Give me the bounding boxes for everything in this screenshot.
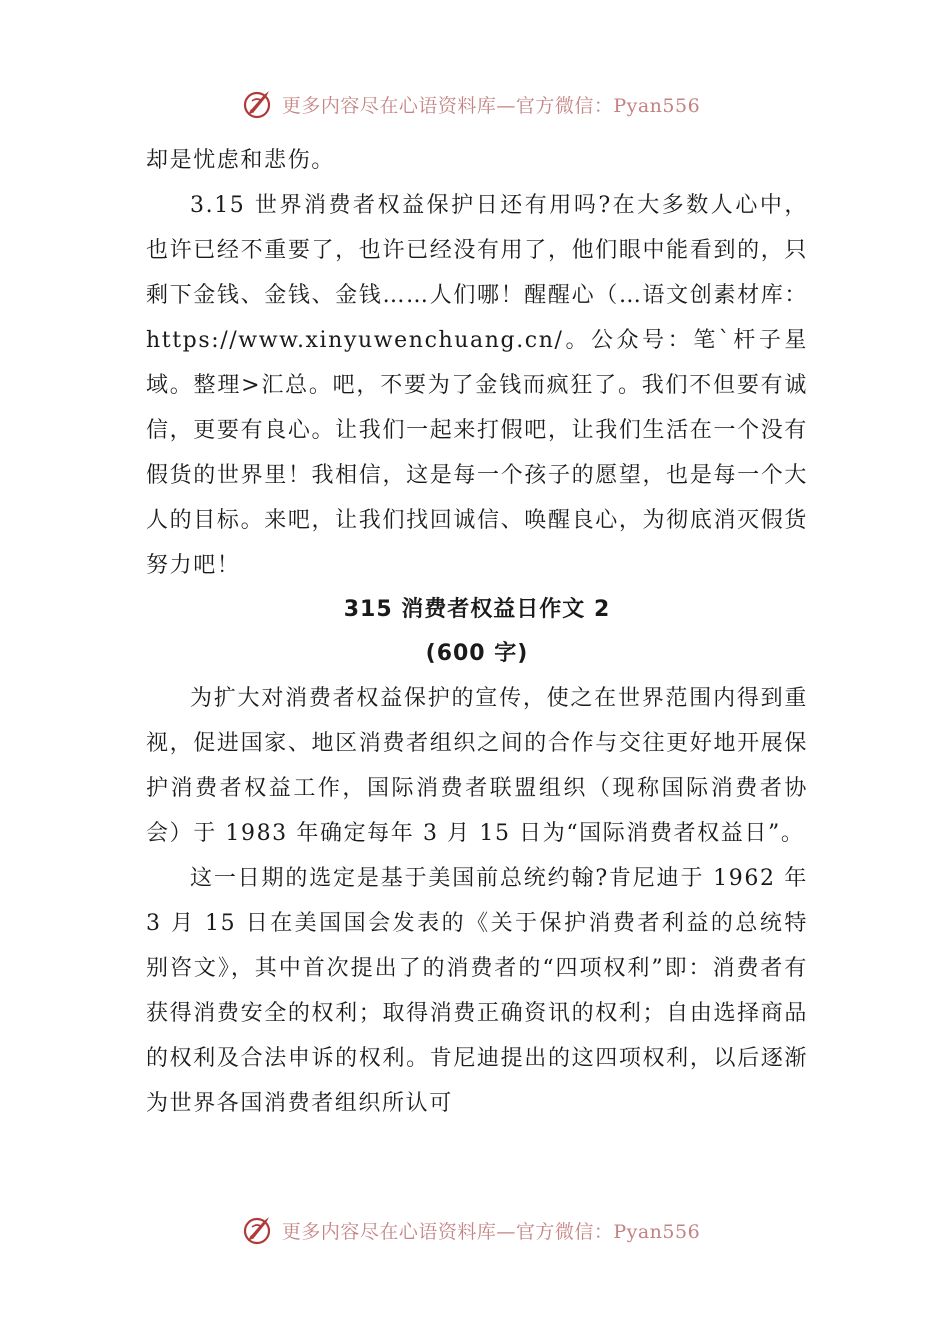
essay-title: 315 消费者权益日作文 2 (343, 597, 611, 622)
header-banner (0, 86, 950, 122)
essay-subtitle: (600 字) (425, 641, 529, 666)
document-body (146, 138, 808, 1126)
header-banner-text: 更多内容尽在心语资料库—官方微信：Pyan556 (281, 94, 701, 117)
footer-banner-text: 更多内容尽在心语资料库—官方微信：Pyan556 (281, 1220, 701, 1243)
pen-logo-icon (242, 1213, 276, 1247)
paragraph-1: 却是忧虑和悲伤。 (146, 148, 335, 173)
footer-banner (0, 1212, 950, 1248)
paragraph-3: 为扩大对消费者权益保护的宣传，使之在世界范围内得到重视，促进国家、地区消费者组织之间的合作与交往更好地开展保护消费者权益工作，国际消费者联盟组织（现称国际消费者协会）于 1983 年确定每年 3 月 15 日为“国际消费者权益日”。 (146, 686, 808, 846)
paragraph-4: 这一日期的选定是基于美国前总统约翰?肯尼迪于 1962 年 3 月 15 日在美国国会发表的《关于保护消费者利益的总统特别咨文》，其中首次提出了的消费者的“四项权利”即：消费者有获得消费安全的权利；取得消费正确资讯的权利；自由选择商品的权利及合法申诉的权利。肯尼迪提出的这四项权利，以后逐渐为世界各国消费者组织所认可 (146, 866, 808, 1116)
paragraph-2: 3.15 世界消费者权益保护日还有用吗?在大多数人心中，也许已经不重要了，也许已经没有用了，他们眼中能看到的，只剩下金钱、金钱、金钱……人们哪！醒醒心（…语文创素材库：https://www.xinyuwenchuang.cn/。公众号：笔`杆子星域。整理>汇总。吧，不要为了金钱而疯狂了。我们不但要有诚信，更要有良心。让我们一起来打假吧，让我们生活在一个没有假货的世界里！我相信，这是每一个孩子的愿望，也是每一个大人的目标。来吧，让我们找回诚信、唤醒良心，为彻底消灭假货努力吧！ (146, 193, 808, 578)
pen-logo-icon (242, 87, 276, 121)
